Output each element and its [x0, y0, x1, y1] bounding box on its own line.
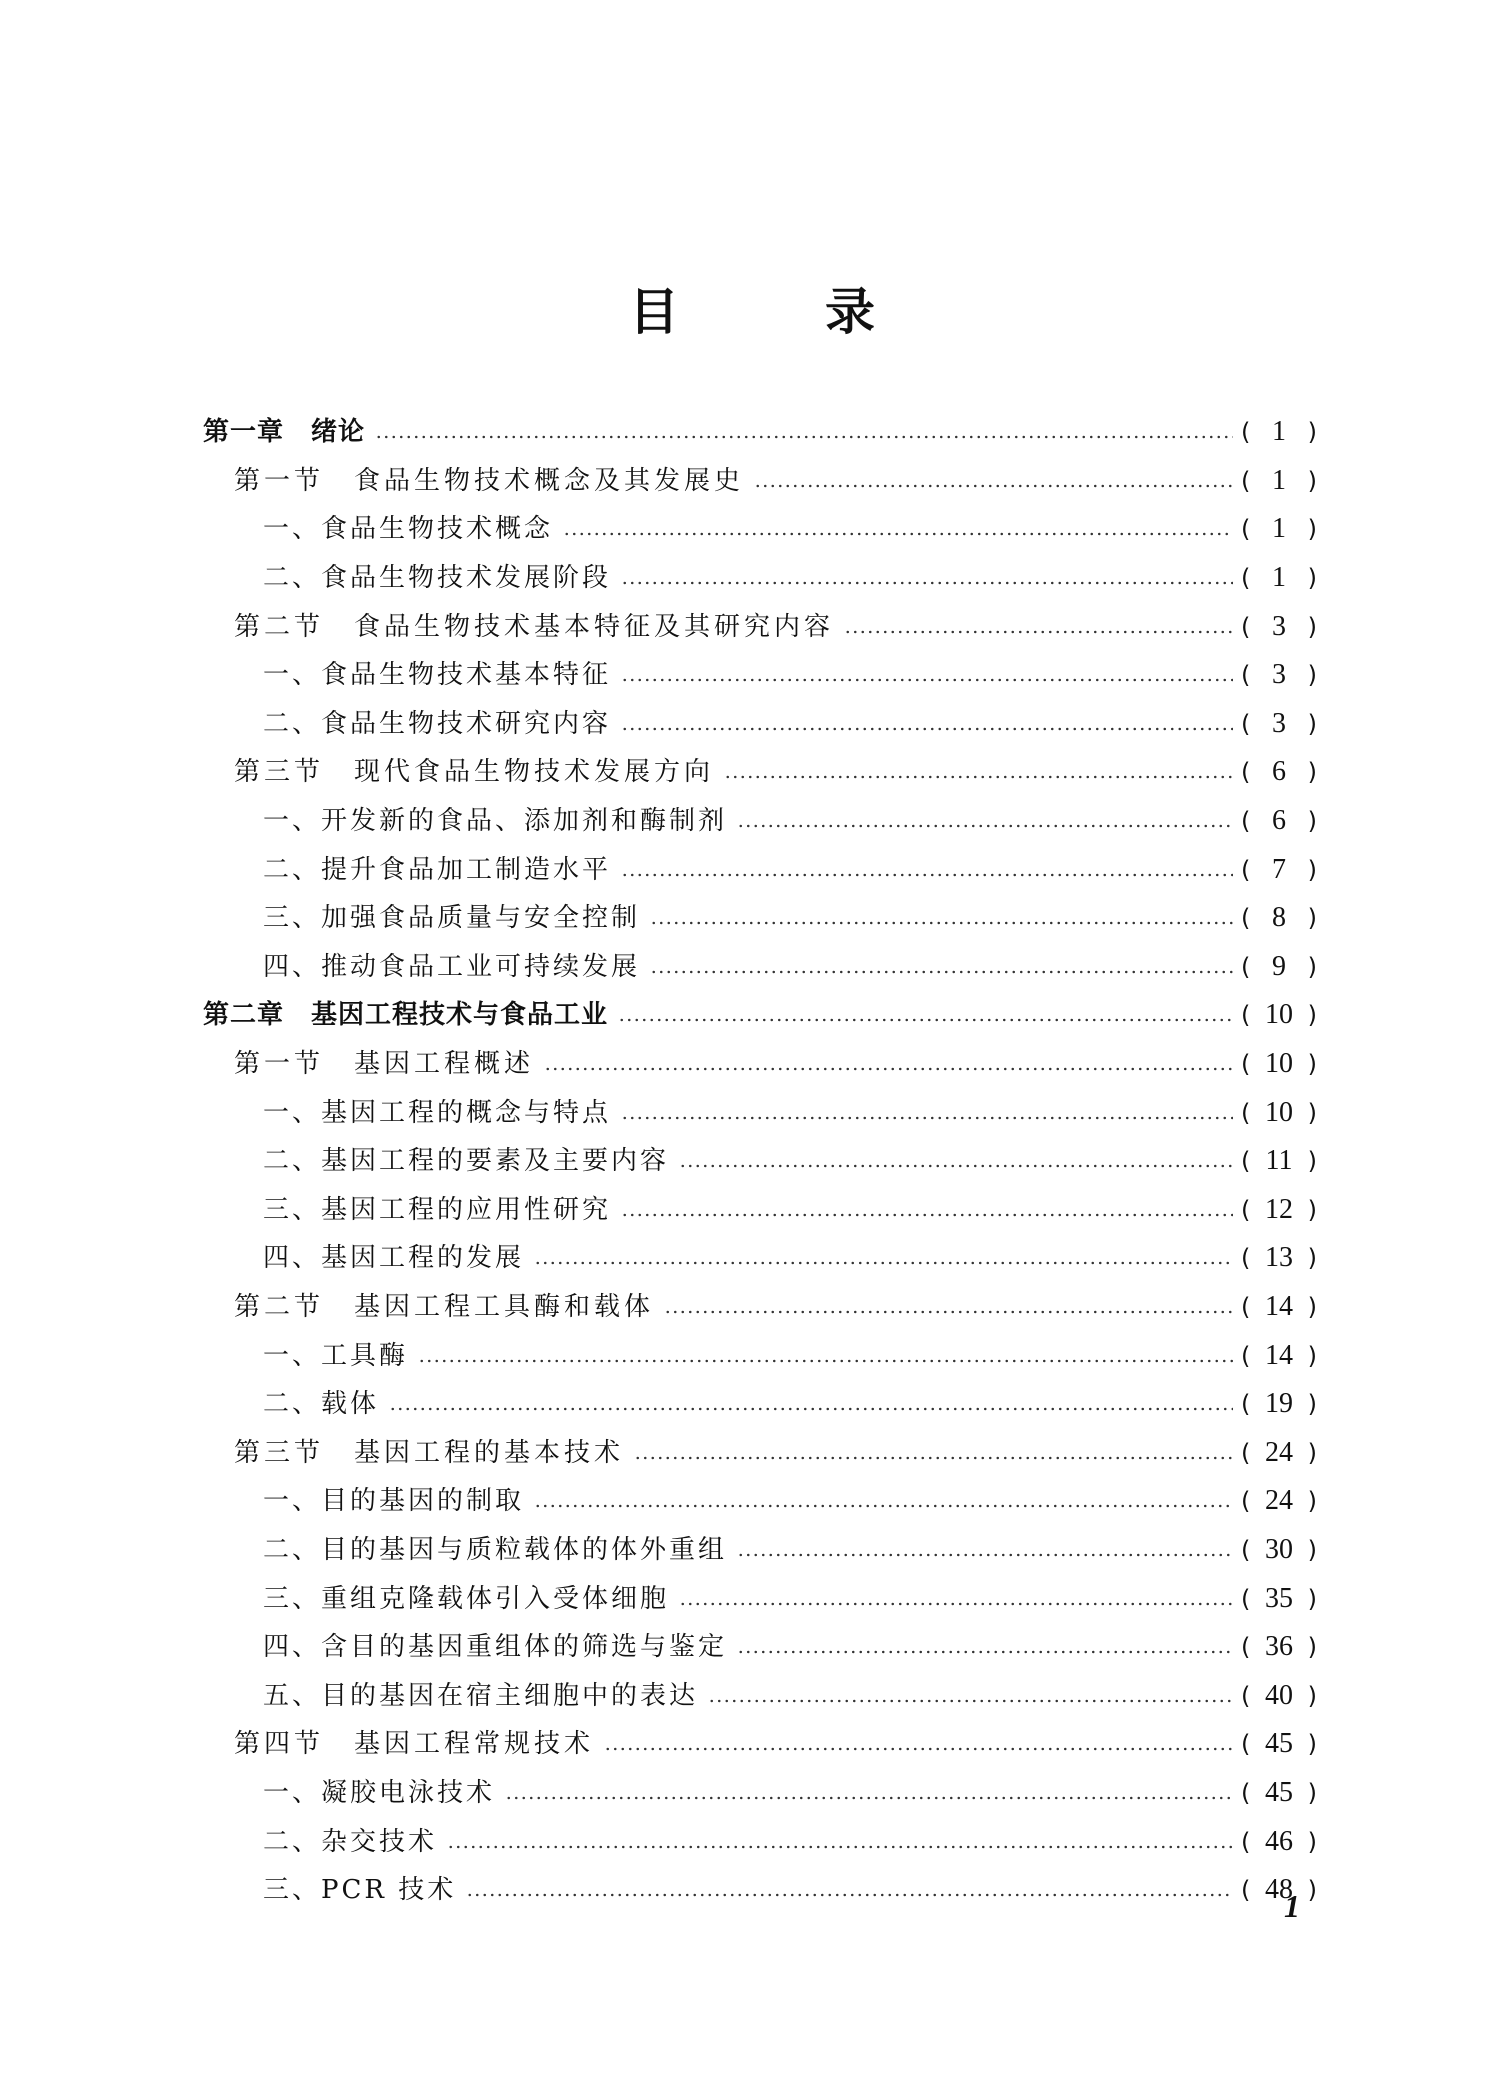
toc-subsection-entry[interactable]: [0, 1477, 1504, 1526]
toc-page-number: 10: [1265, 1048, 1293, 1080]
table-of-contents: [0, 408, 1504, 1914]
toc-page-ref: [1241, 1000, 1317, 1030]
toc-page-number: 24: [1265, 1485, 1293, 1517]
close-paren: ): [1307, 1050, 1317, 1079]
open-paren: (: [1241, 564, 1251, 593]
toc-page-ref: [1241, 1098, 1317, 1128]
open-paren: (: [1241, 709, 1251, 738]
toc-chapter-entry[interactable]: [0, 991, 1504, 1040]
toc-page-number: 19: [1265, 1388, 1293, 1420]
open-paren: (: [1241, 1147, 1251, 1176]
toc-page-ref: [1241, 1486, 1317, 1516]
toc-subsection-entry[interactable]: [0, 651, 1504, 700]
dot-leader: [737, 806, 1233, 836]
open-paren: (: [1241, 904, 1251, 933]
dot-leader: [447, 1827, 1233, 1857]
open-paren: (: [1241, 1098, 1251, 1127]
open-paren: (: [1241, 1001, 1251, 1030]
dot-leader: [664, 1292, 1233, 1322]
close-paren: ): [1307, 612, 1317, 641]
toc-subsection-entry[interactable]: [0, 1623, 1504, 1672]
toc-page-ref: [1241, 1632, 1317, 1662]
toc-chapter-entry[interactable]: [0, 408, 1504, 457]
toc-subsection-entry[interactable]: [0, 554, 1504, 603]
toc-subsection-entry[interactable]: [0, 700, 1504, 749]
close-paren: ): [1307, 1535, 1317, 1564]
toc-entry-title: 第二节 基因工程工具酶和载体: [234, 1291, 655, 1322]
toc-entry-title: 二、目的基因与质粒载体的体外重组: [263, 1534, 728, 1565]
toc-page-number: 8: [1272, 902, 1286, 934]
close-paren: ): [1307, 1876, 1317, 1905]
toc-page-number: 46: [1265, 1825, 1293, 1857]
toc-subsection-entry[interactable]: [0, 1817, 1504, 1866]
toc-page-number: 48: [1265, 1874, 1293, 1906]
dot-leader: [679, 1584, 1233, 1614]
toc-entry-title: 二、杂交技术: [263, 1826, 438, 1857]
toc-page-number: 10: [1265, 999, 1293, 1031]
dot-leader: [466, 1875, 1233, 1905]
toc-page-number: 1: [1272, 513, 1286, 545]
toc-entry-title: 一、开发新的食品、添加剂和酶制剂: [263, 806, 728, 837]
toc-entry-title: 一、基因工程的概念与特点: [263, 1097, 612, 1128]
toc-entry-title: 一、食品生物技术概念: [263, 514, 554, 545]
toc-entry-title: 二、食品生物技术研究内容: [263, 708, 612, 739]
toc-page-ref: [1241, 806, 1317, 836]
close-paren: ): [1307, 807, 1317, 836]
toc-entry-title: 第四节 基因工程常规技术: [234, 1729, 595, 1760]
toc-page-number: 14: [1265, 1290, 1293, 1322]
dot-leader: [389, 1389, 1233, 1419]
close-paren: ): [1307, 418, 1317, 447]
toc-subsection-entry[interactable]: [0, 1526, 1504, 1575]
toc-entry-title: 二、食品生物技术发展阶段: [263, 563, 612, 594]
toc-section-entry[interactable]: [0, 1428, 1504, 1477]
toc-subsection-entry[interactable]: [0, 1137, 1504, 1186]
toc-page-number: 7: [1272, 853, 1286, 885]
toc-page-ref: [1241, 757, 1317, 787]
close-paren: ): [1307, 1292, 1317, 1321]
toc-page-number: 14: [1265, 1339, 1293, 1371]
toc-subsection-entry[interactable]: [0, 1088, 1504, 1137]
open-paren: (: [1241, 1778, 1251, 1807]
close-paren: ): [1307, 904, 1317, 933]
toc-entry-title: 一、凝胶电泳技术: [263, 1777, 496, 1808]
toc-page-ref: [1241, 1292, 1317, 1322]
dot-leader: [634, 1438, 1233, 1468]
dot-leader: [621, 1098, 1233, 1128]
toc-page-ref: [1241, 1681, 1317, 1711]
close-paren: ): [1307, 466, 1317, 495]
toc-entry-title: 第一节 基因工程概述: [234, 1049, 535, 1080]
toc-page-number: 36: [1265, 1631, 1293, 1663]
close-paren: ): [1307, 1730, 1317, 1759]
open-paren: (: [1241, 1487, 1251, 1516]
toc-entry-title: 第二节 食品生物技术基本特征及其研究内容: [234, 611, 835, 642]
toc-subsection-entry[interactable]: [0, 1186, 1504, 1235]
close-paren: ): [1307, 661, 1317, 690]
toc-entry-title: 二、载体: [263, 1389, 380, 1420]
toc-section-entry[interactable]: [0, 1720, 1504, 1769]
close-paren: ): [1307, 1390, 1317, 1419]
toc-entry-title: 第一章 绪论: [203, 417, 366, 448]
toc-page-number: 1: [1272, 464, 1286, 496]
close-paren: ): [1307, 1584, 1317, 1613]
toc-page-ref: [1241, 466, 1317, 496]
toc-page-number: 35: [1265, 1582, 1293, 1614]
dot-leader: [621, 660, 1233, 690]
close-paren: ): [1307, 1778, 1317, 1807]
close-paren: ): [1307, 1681, 1317, 1710]
close-paren: ): [1307, 564, 1317, 593]
toc-subsection-entry[interactable]: [0, 1380, 1504, 1429]
close-paren: ): [1307, 1827, 1317, 1856]
toc-page-ref: [1241, 1438, 1317, 1468]
toc-entry-title: 二、提升食品加工制造水平: [263, 854, 612, 885]
open-paren: (: [1241, 1244, 1251, 1273]
toc-entry-title: 一、目的基因的制取: [263, 1486, 525, 1517]
toc-page-number: 10: [1265, 1096, 1293, 1128]
open-paren: (: [1241, 1195, 1251, 1224]
page-title: 目 录: [629, 283, 923, 341]
toc-page-ref: [1241, 660, 1317, 690]
open-paren: (: [1241, 1050, 1251, 1079]
toc-page-number: 6: [1272, 805, 1286, 837]
toc-entry-title: 三、加强食品质量与安全控制: [263, 903, 641, 934]
open-paren: (: [1241, 418, 1251, 447]
open-paren: (: [1241, 758, 1251, 787]
toc-page-ref: [1241, 1875, 1317, 1905]
toc-entry-title: 第一节 食品生物技术概念及其发展史: [234, 465, 745, 496]
toc-section-entry[interactable]: [0, 457, 1504, 506]
dot-leader: [375, 417, 1233, 447]
toc-page-ref: [1241, 1584, 1317, 1614]
toc-page-ref: [1241, 903, 1317, 933]
close-paren: ): [1307, 1147, 1317, 1176]
toc-section-entry[interactable]: [0, 1040, 1504, 1089]
dot-leader: [534, 1243, 1233, 1273]
toc-page-ref: [1241, 1195, 1317, 1225]
dot-leader: [754, 466, 1233, 496]
toc-page-number: 40: [1265, 1679, 1293, 1711]
toc-entry-title: 二、基因工程的要素及主要内容: [263, 1146, 670, 1177]
toc-subsection-entry[interactable]: [0, 943, 1504, 992]
toc-page-number: 3: [1272, 707, 1286, 739]
toc-entry-title: 第二章 基因工程技术与食品工业: [203, 1000, 609, 1031]
close-paren: ): [1307, 1098, 1317, 1127]
open-paren: (: [1241, 855, 1251, 884]
close-paren: ): [1307, 1341, 1317, 1370]
dot-leader: [534, 1486, 1233, 1516]
toc-page-number: 24: [1265, 1436, 1293, 1468]
close-paren: ): [1307, 855, 1317, 884]
open-paren: (: [1241, 1876, 1251, 1905]
dot-leader: [621, 563, 1233, 593]
toc-page-number: 13: [1265, 1242, 1293, 1274]
open-paren: (: [1241, 1341, 1251, 1370]
toc-page-number: 30: [1265, 1533, 1293, 1565]
toc-page-number: 45: [1265, 1728, 1293, 1760]
toc-page-ref: [1241, 1729, 1317, 1759]
toc-subsection-entry[interactable]: [0, 1331, 1504, 1380]
open-paren: (: [1241, 1681, 1251, 1710]
toc-page-number: 12: [1265, 1193, 1293, 1225]
toc-page-ref: [1241, 1827, 1317, 1857]
dot-leader: [679, 1146, 1233, 1176]
toc-page-ref: [1241, 612, 1317, 642]
toc-subsection-entry[interactable]: [0, 845, 1504, 894]
dot-leader: [618, 1000, 1233, 1030]
toc-page-ref: [1241, 563, 1317, 593]
toc-entry-title: 五、目的基因在宿主细胞中的表达: [263, 1680, 699, 1711]
toc-page-number: 9: [1272, 950, 1286, 982]
open-paren: (: [1241, 1827, 1251, 1856]
close-paren: ): [1307, 758, 1317, 787]
toc-page-number: 3: [1272, 610, 1286, 642]
close-paren: ): [1307, 952, 1317, 981]
dot-leader: [737, 1535, 1233, 1565]
toc-subsection-entry[interactable]: [0, 797, 1504, 846]
toc-entry-title: 四、含目的基因重组体的筛选与鉴定: [263, 1632, 728, 1663]
toc-page-ref: [1241, 1389, 1317, 1419]
close-paren: ): [1307, 709, 1317, 738]
dot-leader: [708, 1681, 1233, 1711]
open-paren: (: [1241, 612, 1251, 641]
toc-page-number: 1: [1272, 416, 1286, 448]
dot-leader: [650, 903, 1233, 933]
toc-entry-title: 第三节 现代食品生物技术发展方向: [234, 757, 715, 788]
dot-leader: [650, 952, 1233, 982]
toc-page-ref: [1241, 1778, 1317, 1808]
toc-page-ref: [1241, 1341, 1317, 1371]
toc-page-number: 45: [1265, 1776, 1293, 1808]
toc-subsection-entry[interactable]: [0, 1234, 1504, 1283]
toc-page-ref: [1241, 1146, 1317, 1176]
toc-page-ref: [1241, 514, 1317, 544]
toc-page-number: 1: [1272, 562, 1286, 594]
toc-page-ref: [1241, 1243, 1317, 1273]
close-paren: ): [1307, 1244, 1317, 1273]
dot-leader: [724, 757, 1233, 787]
toc-entry-title: 一、工具酶: [263, 1340, 409, 1371]
close-paren: ): [1307, 1195, 1317, 1224]
toc-subsection-entry[interactable]: [0, 1866, 1504, 1915]
toc-page-ref: [1241, 1535, 1317, 1565]
dot-leader: [563, 514, 1233, 544]
close-paren: ): [1307, 515, 1317, 544]
dot-leader: [621, 1195, 1233, 1225]
toc-section-entry[interactable]: [0, 748, 1504, 797]
toc-page-number: 11: [1265, 1145, 1293, 1177]
dot-leader: [737, 1632, 1233, 1662]
dot-leader: [844, 612, 1233, 642]
toc-page-number: 3: [1272, 659, 1286, 691]
toc-entry-title: 三、重组克隆载体引入受体细胞: [263, 1583, 670, 1614]
toc-entry-title: 一、食品生物技术基本特征: [263, 660, 612, 691]
open-paren: (: [1241, 1292, 1251, 1321]
toc-subsection-entry[interactable]: [0, 1671, 1504, 1720]
open-paren: (: [1241, 1584, 1251, 1613]
toc-page-ref: [1241, 709, 1317, 739]
open-paren: (: [1241, 1633, 1251, 1662]
toc-subsection-entry[interactable]: [0, 894, 1504, 943]
dot-leader: [418, 1341, 1233, 1371]
open-paren: (: [1241, 807, 1251, 836]
toc-page-number: 6: [1272, 756, 1286, 788]
toc-page-ref: [1241, 952, 1317, 982]
toc-section-entry[interactable]: [0, 1283, 1504, 1332]
toc-page-ref: [1241, 855, 1317, 885]
dot-leader: [604, 1729, 1233, 1759]
dot-leader: [621, 709, 1233, 739]
close-paren: ): [1307, 1438, 1317, 1467]
toc-subsection-entry[interactable]: [0, 1769, 1504, 1818]
open-paren: (: [1241, 1730, 1251, 1759]
dot-leader: [505, 1778, 1233, 1808]
open-paren: (: [1241, 1438, 1251, 1467]
toc-subsection-entry[interactable]: [0, 1574, 1504, 1623]
toc-section-entry[interactable]: [0, 602, 1504, 651]
close-paren: ): [1307, 1487, 1317, 1516]
open-paren: (: [1241, 661, 1251, 690]
toc-entry-title: 三、PCR 技术: [263, 1875, 457, 1906]
close-paren: ): [1307, 1633, 1317, 1662]
toc-entry-title: 四、推动食品工业可持续发展: [263, 951, 641, 982]
open-paren: (: [1241, 515, 1251, 544]
toc-entry-title: 四、基因工程的发展: [263, 1243, 525, 1274]
toc-page-ref: [1241, 417, 1317, 447]
open-paren: (: [1241, 1535, 1251, 1564]
dot-leader: [621, 855, 1233, 885]
close-paren: ): [1307, 1001, 1317, 1030]
toc-entry-title: 第三节 基因工程的基本技术: [234, 1437, 625, 1468]
toc-page-ref: [1241, 1049, 1317, 1079]
dot-leader: [544, 1049, 1233, 1079]
open-paren: (: [1241, 466, 1251, 495]
toc-subsection-entry[interactable]: [0, 505, 1504, 554]
page-number: 1: [1284, 1888, 1300, 1924]
open-paren: (: [1241, 952, 1251, 981]
open-paren: (: [1241, 1390, 1251, 1419]
toc-entry-title: 三、基因工程的应用性研究: [263, 1194, 612, 1225]
